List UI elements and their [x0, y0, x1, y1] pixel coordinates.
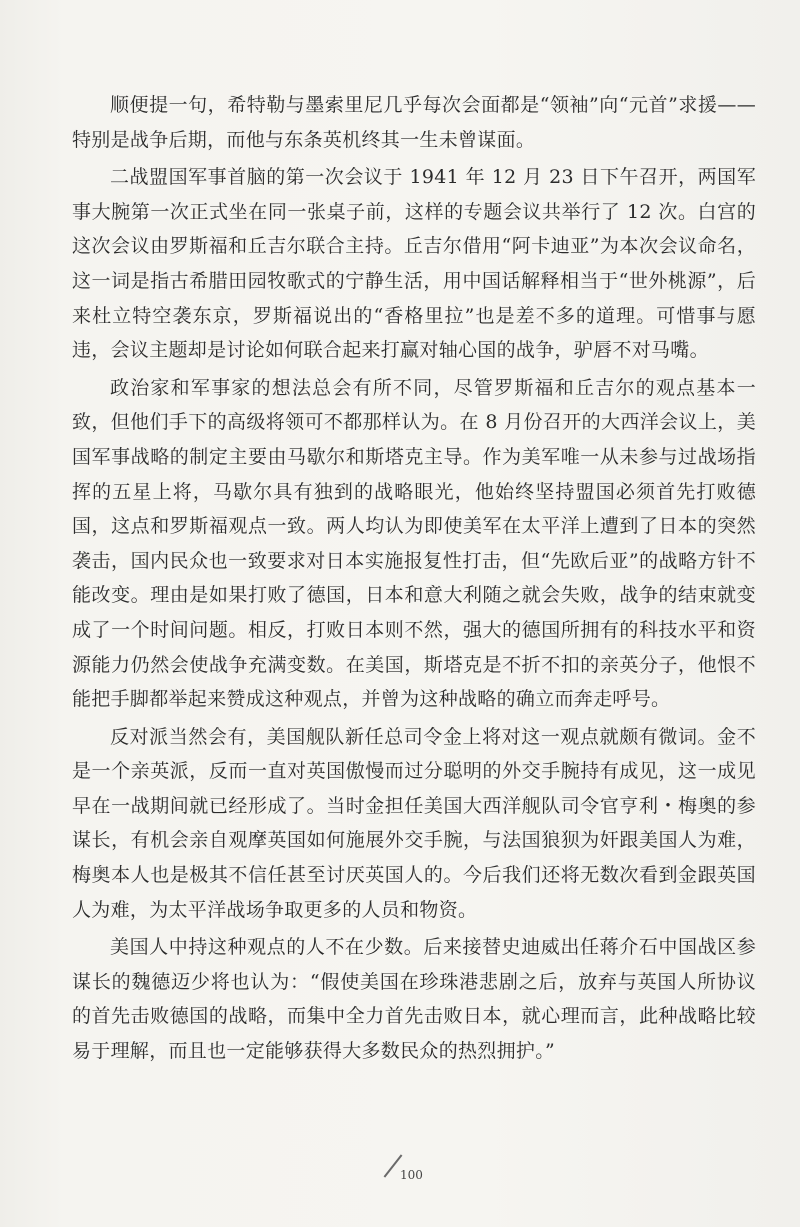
paragraph-1: 顺便提一句，希特勒与墨索里尼几乎每次会面都是“领袖”向“元首”求援——特别是战争后期，而他与东条英机终其一生未曾谋面。	[72, 94, 756, 151]
paragraph-5: 美国人中持这种观点的人不在少数。后来接替史迪威出任蒋介石中国战区参谋长的魏德迈少将也认为：“假使美国在珍珠港悲剧之后，放弃与英国人所协议的首先击败德国的战略，而集中全力首先击败日本，就心理而言，此种战略比较易于理解，而且也一定能够获得大多数民众的热烈拥护。”	[72, 936, 756, 1063]
paragraph-2: 二战盟国军事首脑的第一次会议于 1941 年 12 月 23 日下午召开，两国军事大腕第一次正式坐在同一张桌子前，这样的专题会议共举行了 12 次。白宫的这次会议由罗斯福和丘吉尔联合主持。丘吉尔借用“阿卡迪亚”为本次会议命名，这一词是指古希腊田园牧歌式的宁静生活，用中国话解释相当于“世外桃源”，后来杜立特空袭东京，罗斯福说出的“香格里拉”也是差不多的道理。可惜事与愿违，会议主题却是讨论如何联合起来打赢对轴心国的战争，驴唇不对马嘴。	[72, 166, 756, 362]
page-number: 100	[400, 1168, 423, 1182]
paragraph-3: 政治家和军事家的想法总会有所不同，尽管罗斯福和丘吉尔的观点基本一致，但他们手下的高级将领可不都那样认为。在 8 月份召开的大西洋会议上，美国军事战略的制定主要由马歇尔和斯塔克主导。作为美军唯一从未参与过战场指挥的五星上将，马歇尔具有独到的战略眼光，他始终坚持盟国必须首先打败德国，这点和罗斯福观点一致。两人均认为即使美军在太平洋上遭到了日本的突然袭击，国内民众也一致要求对日本实施报复性打击，但“先欧后亚”的战略方针不能改变。理由是如果打败了德国，日本和意大利随之就会失败，战争的结束就变成了一个时间问题。相反，打败日本则不然，强大的德国所拥有的科技水平和资源能力仍然会使战争充满变数。在美国，斯塔克是不折不扣的亲英分子，他恨不能把手脚都举起来赞成这种观点，并曾为这种战略的确立而奔走呼号。	[72, 376, 756, 711]
body-text	[72, 88, 756, 1072]
page-number-area	[380, 1150, 440, 1190]
paragraph-4: 反对派当然会有，美国舰队新任总司令金上将对这一观点就颇有微词。金不是一个亲英派，反而一直对英国傲慢而过分聪明的外交手腕持有成见，这一成见早在一战期间就已经形成了。当时金担任美国大西洋舰队司令官亨利・梅奥的参谋长，有机会亲自观摩英国如何施展外交手腕，与法国狼狈为奸跟美国人为难，梅奥本人也是极其不信任甚至讨厌英国人的。今后我们还将无数次看到金跟英国人为难，为太平洋战场争取更多的人员和物资。	[72, 725, 756, 921]
